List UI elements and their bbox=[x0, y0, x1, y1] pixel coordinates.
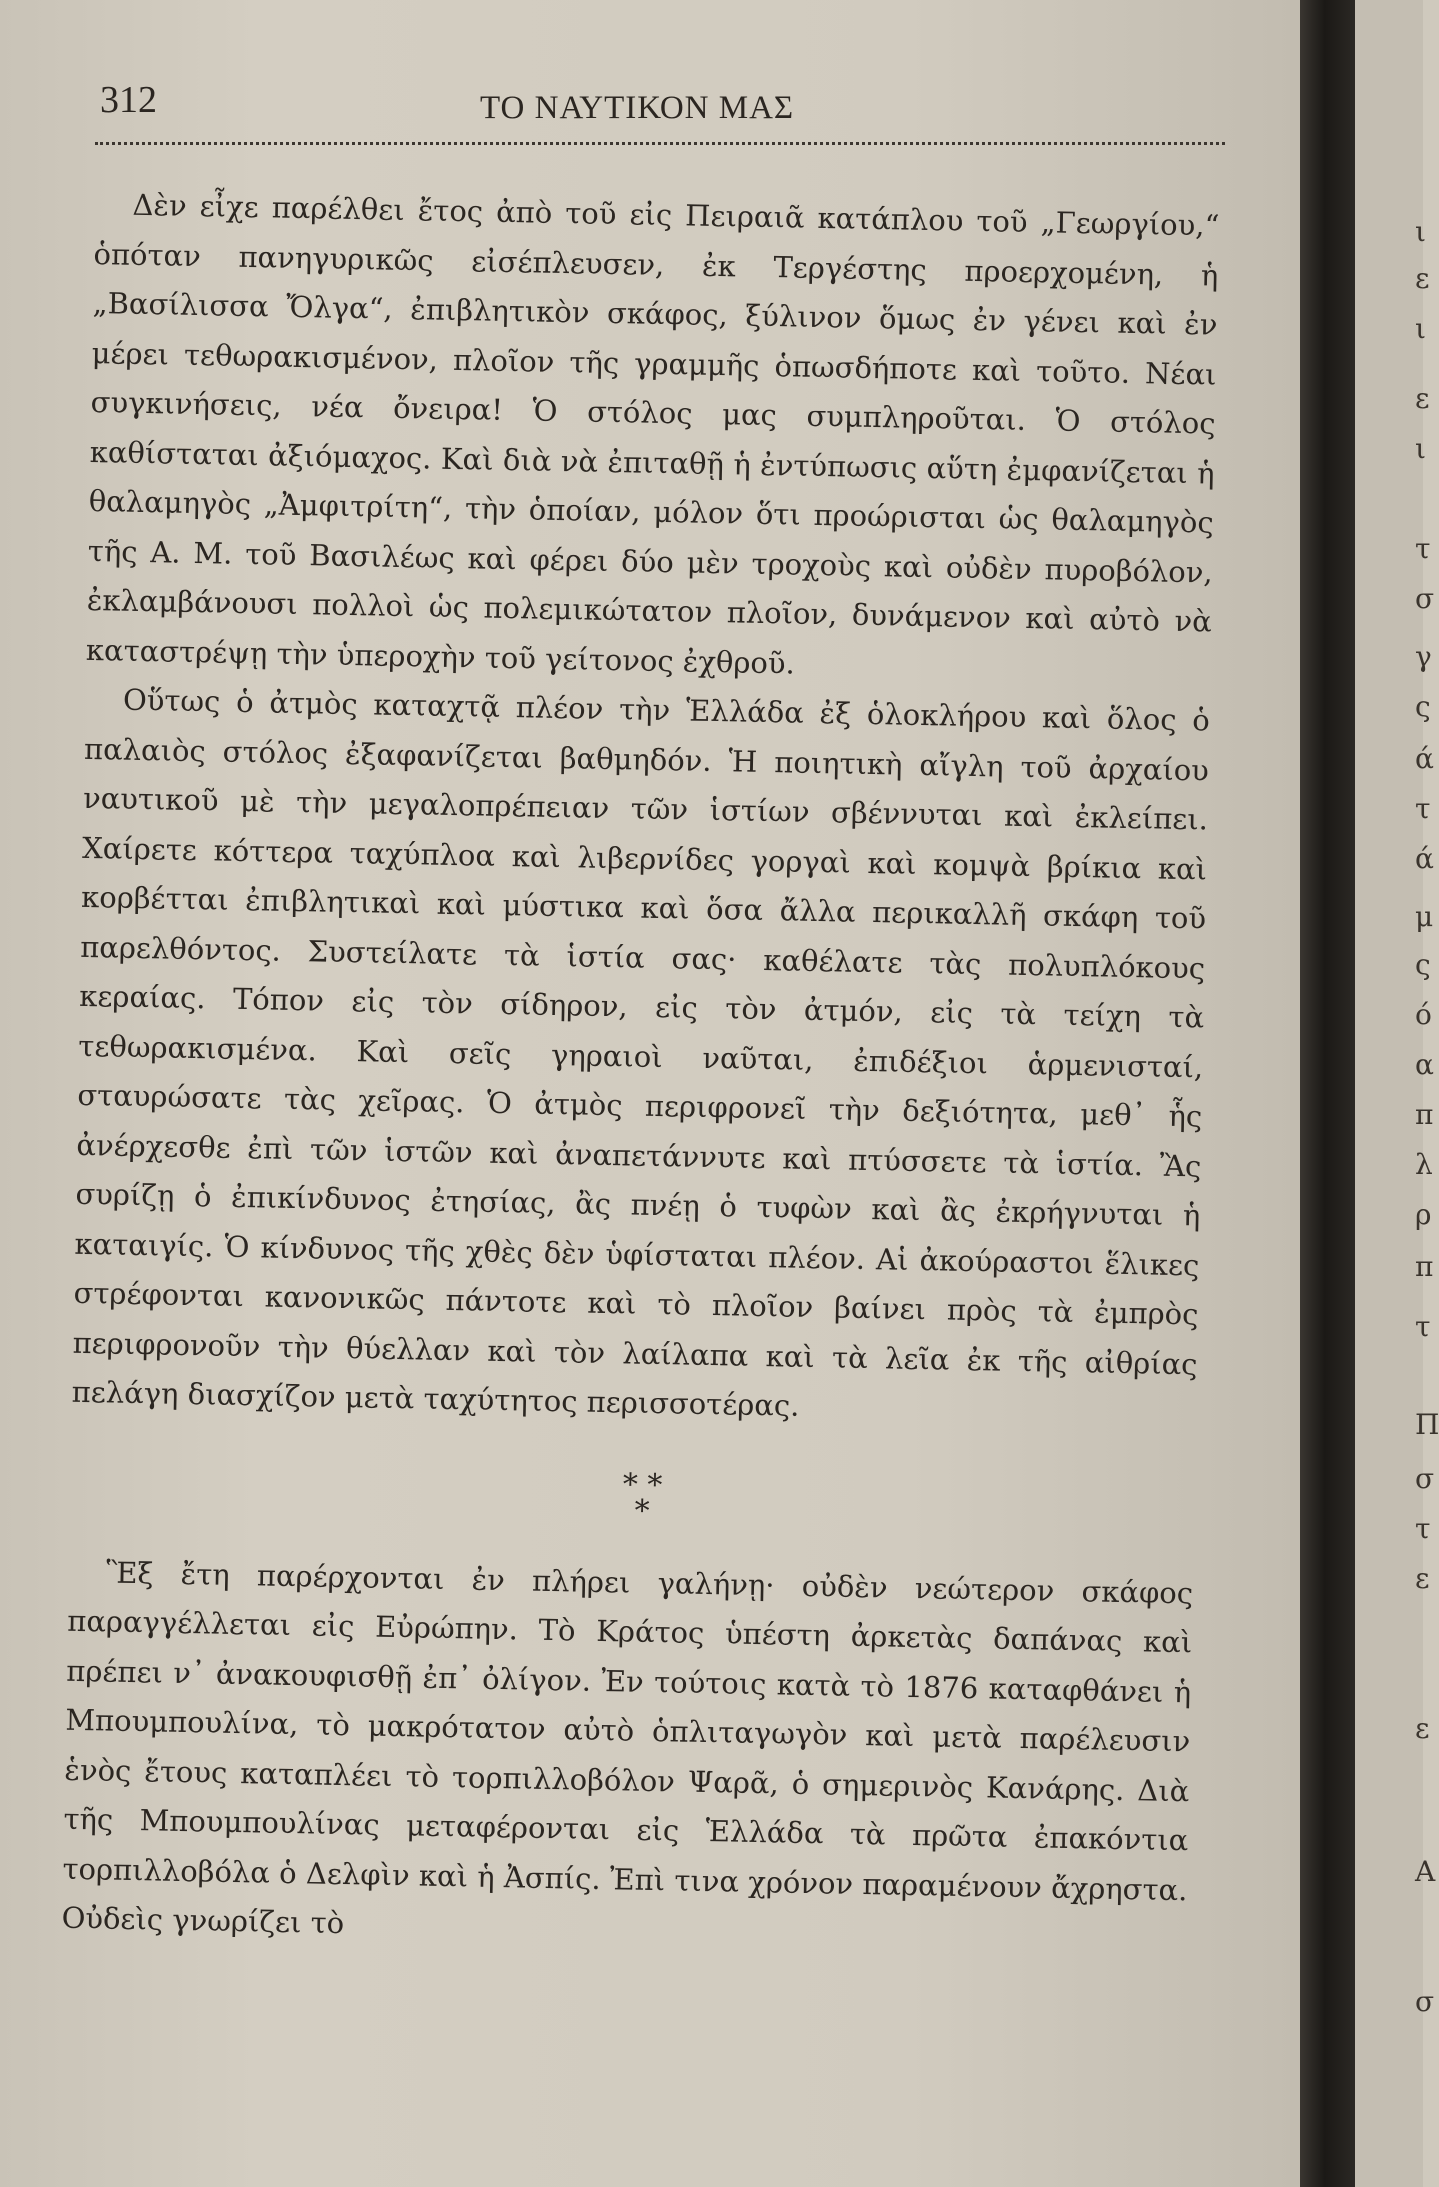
edge-char: σ bbox=[1415, 1462, 1435, 1495]
paragraph: Ἓξ ἔτη παρέρχονται ἐν πλήρει γαλήνῃ· οὐδὲν νεώτερον σκάφος παραγγέλλεται εἰς Εὐρώπην. Τὸ Κράτος ὑπέστη ἀρκετὰς δαπάνας καὶ πρέπει ν᾽ ἀνακουφισθῇ ἐπ᾽ ὀλίγον. Ἐν τούτοις κατὰ τὸ 1876 καταφθάνει ἡ Μπουμπουλίνα, τὸ μακρότατον αὐτὸ ὁπλιταγωγὸν καὶ μετὰ παρέλευσιν ἑνὸς ἔτους καταπλέει τὸ τορπιλλοβόλον Ψαρᾶ, ὁ σημερινὸς Κανάρης. Διὰ τῆς Μπουμπουλίνας μεταφέρονται εἰς Ἑλλάδα τὰ πρῶτα ἐπακόντια τορπιλλοβόλα ὁ Δελφὶν καὶ ἡ Ἀσπίς. Ἐπὶ τινα χρόνον παραμένουν ἄχρηστα. Οὐδεὶς γνωρίζει τὸ bbox=[61, 1554, 1194, 1941]
edge-char: ι bbox=[1415, 215, 1426, 248]
edge-char: λ bbox=[1415, 1148, 1433, 1181]
edge-char: π bbox=[1415, 1250, 1434, 1283]
edge-char: τ bbox=[1415, 1512, 1431, 1545]
paragraph: Δὲν εἶχε παρέλθει ἔτος ἀπὸ τοῦ εἰς Πειραιᾶ κατάπλου τοῦ „Γεωργίου,“ ὁπόταν πανηγυρικῶς εἰσέπλευσεν, ἐκ Τεργέστης προερχομένη, ἡ „Βασίλισσα Ὄλγα“, ἐπιβλητικὸν σκάφος, ξύλινον ὅμως ἐν γένει καὶ ἐν μέρει τεθωρακισμένον, πλοῖον τῆς γραμμῆς ὁπωσδήποτε καὶ τοῦτο. Νέαι συγκινήσεις, νέα ὄνειρα! Ὁ στόλος μας συμπληροῦται. Ὁ στόλος καθίσταται ἀξιόμαχος. Καὶ διὰ νὰ ἐπιταθῇ ἡ ἐντύπωσις αὕτη ἐμφανίζεται ἡ θαλαμηγὸς „Ἀμφιτρίτη“, τὴν ὁποίαν, μόλον ὅτι προώρισται ὡς θαλαμηγὸς τῆς Α. Μ. τοῦ Βασιλέως καὶ φέρει δύο μὲν τροχοὺς καὶ οὐδὲν πυροβόλον, ἐκλαμβάνουσι πολλοὶ ὡς πολεμικώτατον πλοῖον, δυνάμενον καὶ αὐτὸ νὰ καταστρέψῃ τὴν ὑπεροχὴν τοῦ γείτονος ἐχθροῦ. bbox=[85, 187, 1220, 681]
header-rule bbox=[95, 142, 1225, 145]
edge-char: μ bbox=[1415, 900, 1434, 933]
edge-char: ε bbox=[1415, 382, 1430, 415]
edge-char: ρ bbox=[1415, 1198, 1432, 1231]
body-text bbox=[61, 180, 1220, 1965]
edge-char: ι bbox=[1415, 312, 1426, 345]
edge-char: ς bbox=[1415, 948, 1431, 981]
edge-char: ό bbox=[1415, 998, 1432, 1031]
edge-char: ε bbox=[1415, 1712, 1430, 1745]
edge-char: ς bbox=[1415, 690, 1431, 723]
edge-char: σ bbox=[1415, 1985, 1435, 2018]
edge-char: ε bbox=[1415, 262, 1430, 295]
book-gutter bbox=[1300, 0, 1355, 2187]
running-title: ΤΟ ΝΑΥΤΙΚΟΝ ΜΑΣ bbox=[480, 90, 795, 126]
edge-char: τ bbox=[1415, 792, 1431, 825]
edge-char: π bbox=[1415, 1098, 1434, 1131]
edge-char: σ bbox=[1415, 582, 1435, 615]
edge-char: Π bbox=[1415, 1408, 1439, 1441]
edge-char: ε bbox=[1415, 1562, 1430, 1595]
adjacent-page-edge bbox=[1355, 0, 1439, 2187]
asterism-bottom: * bbox=[634, 1493, 650, 1529]
page-header bbox=[95, 78, 1225, 138]
section-break bbox=[69, 1461, 1195, 1535]
edge-char: Α bbox=[1415, 1855, 1436, 1888]
edge-char: γ bbox=[1415, 640, 1432, 673]
edge-char: τ bbox=[1415, 1310, 1431, 1343]
edge-char: ά bbox=[1415, 842, 1434, 875]
edge-char: τ bbox=[1415, 532, 1431, 565]
asterism-top: * * bbox=[622, 1466, 663, 1503]
page-number: 312 bbox=[100, 79, 157, 121]
edge-char: α bbox=[1415, 1048, 1434, 1081]
paragraph: Οὕτως ὁ ἀτμὸς καταχτᾷ πλέον τὴν Ἑλλάδα ἐξ ὁλοκλήρου καὶ ὅλος ὁ παλαιὸς στόλος ἐξαφανίζεται βαθμηδόν. Ἡ ποιητικὴ αἴγλη τοῦ ἀρχαίου ναυτικοῦ μὲ τὴν μεγαλοπρέπειαν τῶν ἱστίων σβέννυται καὶ ἐκλείπει. Χαίρετε κόττερα ταχύπλοα καὶ λιβερνίδες γοργαὶ καὶ κομψὰ βρίκια καὶ κορβέτται ἐπιβλητικαὶ καὶ μύστικα καὶ ὅσα ἄλλα περικαλλῆ σκάφη τοῦ παρελθόντος. Συστείλατε τὰ ἱστία σας· καθέλατε τὰς πολυπλόκους κεραίας. Τόπον εἰς τὸν σίδηρον, εἰς τὸν ἀτμόν, εἰς τὰ τείχη τὰ τεθωρακισμένα. Καὶ σεῖς γηραιοὶ ναῦται, ἐπιδέξιοι ἁρμενισταί, σταυρώσατε τὰς χεῖρας. Ὁ ἀτμὸς περιφρονεῖ τὴν δεξιότητα, μεθ᾽ ἧς ἀνέρχεσθε ἐπὶ τῶν ἱστῶν καὶ ἀναπετάννυτε καὶ πτύσσετε τὰ ἱστία. Ἂς συρίζῃ ὁ ἐπικίνδυνος ἐτησίας, ἂς πνέῃ ὁ τυφὼν καὶ ἂς ἐκρήγνυται ἡ καταιγίς. Ὁ κίνδυνος τῆς χθὲς δὲν ὑφίσταται πλέον. Αἱ ἀκούραστοι ἕλικες στρέφονται κανονικῶς πάντοτε καὶ τὸ πλοῖον βαίνει πρὸς τὰ ἐμπρὸς περιφρονοῦν τὴν θύελλαν καὶ τὸν λαίλαπα καὶ τὰ λεῖα ἐκ τῆς αἰθρίας πελάγη διασχίζον μετὰ ταχύτητος περισσοτέρας. bbox=[71, 682, 1211, 1423]
edge-char: ά bbox=[1415, 742, 1434, 775]
edge-char: ι bbox=[1415, 432, 1426, 465]
